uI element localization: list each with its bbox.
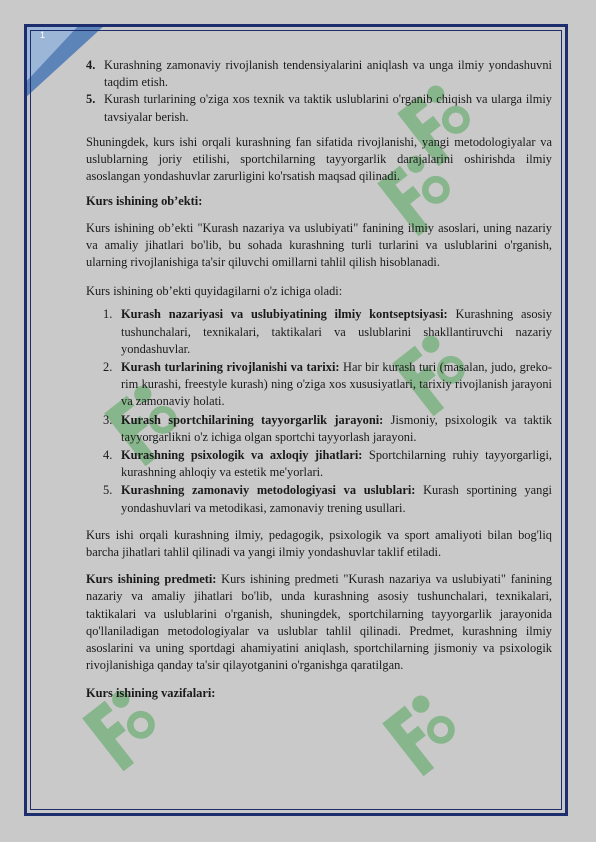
list-item bbox=[86, 482, 552, 516]
page-number: 1 bbox=[40, 30, 46, 40]
document-body bbox=[86, 57, 552, 711]
list-item-title: Kurash nazariyasi va uslubiyatining ilmiy kontseptsiyasi: bbox=[121, 307, 448, 322]
list-item-title: Kurashning psixologik va axloqiy jihatlari: bbox=[121, 448, 363, 463]
paragraph-object: Kurs ishining ob’ekti "Kurash nazariya va uslubiyati" fanining ilmiy asoslari, uning nazariy va amaliy jihatlari bo'lib, bu sohada kurashning turli turlarini va uslublarini o'rganish, ularning rivojlanishiga ta'sir qiluvchi omillarni tahlil qilish hisoblanadi. bbox=[86, 220, 552, 270]
list-item-title: Kurash sportchilarining tayyorgarlik jarayoni: bbox=[121, 412, 384, 427]
list-item bbox=[86, 359, 552, 411]
paragraph-object-includes: Kurs ishining ob’ekti quyidagilarni o'z ichiga oladi: bbox=[86, 284, 343, 299]
heading-tasks: Kurs ishining vazifalari: bbox=[86, 685, 216, 700]
list-item-text: Sportchilarning ruhiy tayyorgarligi, kurashning ahloqiy va estetik me'yorlari. bbox=[121, 448, 552, 480]
list-item-title: Kurash turlarining rivojlanishi va tarixi: bbox=[121, 360, 340, 375]
list-item-text: Kurashning zamonaviy rivojlanish tendensiyalarini aniqlash va unga ilmiy yondashuvni taqdim etish. bbox=[104, 58, 552, 90]
paragraph-subject bbox=[86, 571, 552, 674]
paragraph-analysis: Kurs ishi orqali kurashning ilmiy, pedagogik, psixologik va sport amaliyoti bilan bog'liq barcha jihatlari tahlil qilinadi va yangi ilmiy yondashuvlar taklif etiladi. bbox=[86, 527, 552, 560]
list-item-title: Kurashning zamonaviy metodologiyasi va uslublari: bbox=[121, 483, 416, 498]
subject-label: Kurs ishining predmeti: bbox=[86, 572, 217, 587]
object-list bbox=[86, 306, 552, 516]
list-item-text: Kurash sportining yangi yondashuvlari va metodikasi, zamonaviy trening usullari. bbox=[121, 483, 552, 515]
goals-list-continued bbox=[86, 57, 552, 126]
list-number: 3. bbox=[103, 412, 113, 427]
list-item bbox=[86, 412, 552, 446]
list-item-text: Jismoniy, psixologik va taktik tayyorgarlikni o'z ichiga olgan sportchi tayyorlash jarayoni. bbox=[121, 412, 552, 444]
list-item bbox=[86, 57, 552, 91]
subject-text: Kurs ishining predmeti "Kurash nazariya va uslubiyati" fanining nazariy va amaliy jihatlari bo'lib, unda kurashning asosiy tushunchalari, texnikalari, taktikalari va uslublarini o'rganish, shuningdek, sportchilarning tayyorgarlik jarayonida qo'llaniladigan metodologiyalar va uslublar tahlil qilinadi. Predmet, kurashning ilmiy asoslarini va uning sportdagi ahamiyatini aniqlash, sportchilarning jismoniy va psixologik rivojlanishiga qanday ta'sir qilayotganini o'rganishga qaratilgan. bbox=[86, 572, 553, 673]
list-number: 2. bbox=[103, 360, 113, 375]
list-number: 4. bbox=[86, 58, 96, 72]
list-item-text: Har bir kurash turi (masalan, judo, greko-rim kurashi, freestyle kurash) ning o'ziga xos xususiyatlari, tarixiy rivojlanish jarayoni va zamonaviy holati. bbox=[121, 360, 552, 409]
list-number: 4. bbox=[103, 448, 113, 463]
heading-object: Kurs ishining ob’ekti: bbox=[86, 194, 203, 209]
paragraph-intro: Shuningdek, kurs ishi orqali kurashning fan sifatida rivojlanishi, yangi metodologiyalar va uslublarning joriy etilishi, sportchilarning tayyorgarlik darajalarini oshirishda ilmiy asoslangan yondashuvlar zarurligini ko'rsatish maqsad qilinadi. bbox=[86, 134, 552, 184]
list-item bbox=[86, 447, 552, 481]
list-number: 1. bbox=[103, 307, 113, 322]
list-number: 5. bbox=[86, 92, 96, 107]
list-item bbox=[86, 306, 552, 358]
list-item-text: Kurashning asosiy tushunchalari, texnikalari, taktikalari va uslublarini shakllantiruvchi nazariy yondashuvlar. bbox=[121, 307, 552, 356]
list-number: 5. bbox=[103, 483, 113, 498]
list-item-text: Kurash turlarining o'ziga xos texnik va taktik uslublarini o'rganib chiqish va ularga ilmiy tavsiyalar berish. bbox=[104, 92, 552, 124]
list-item bbox=[86, 91, 552, 125]
